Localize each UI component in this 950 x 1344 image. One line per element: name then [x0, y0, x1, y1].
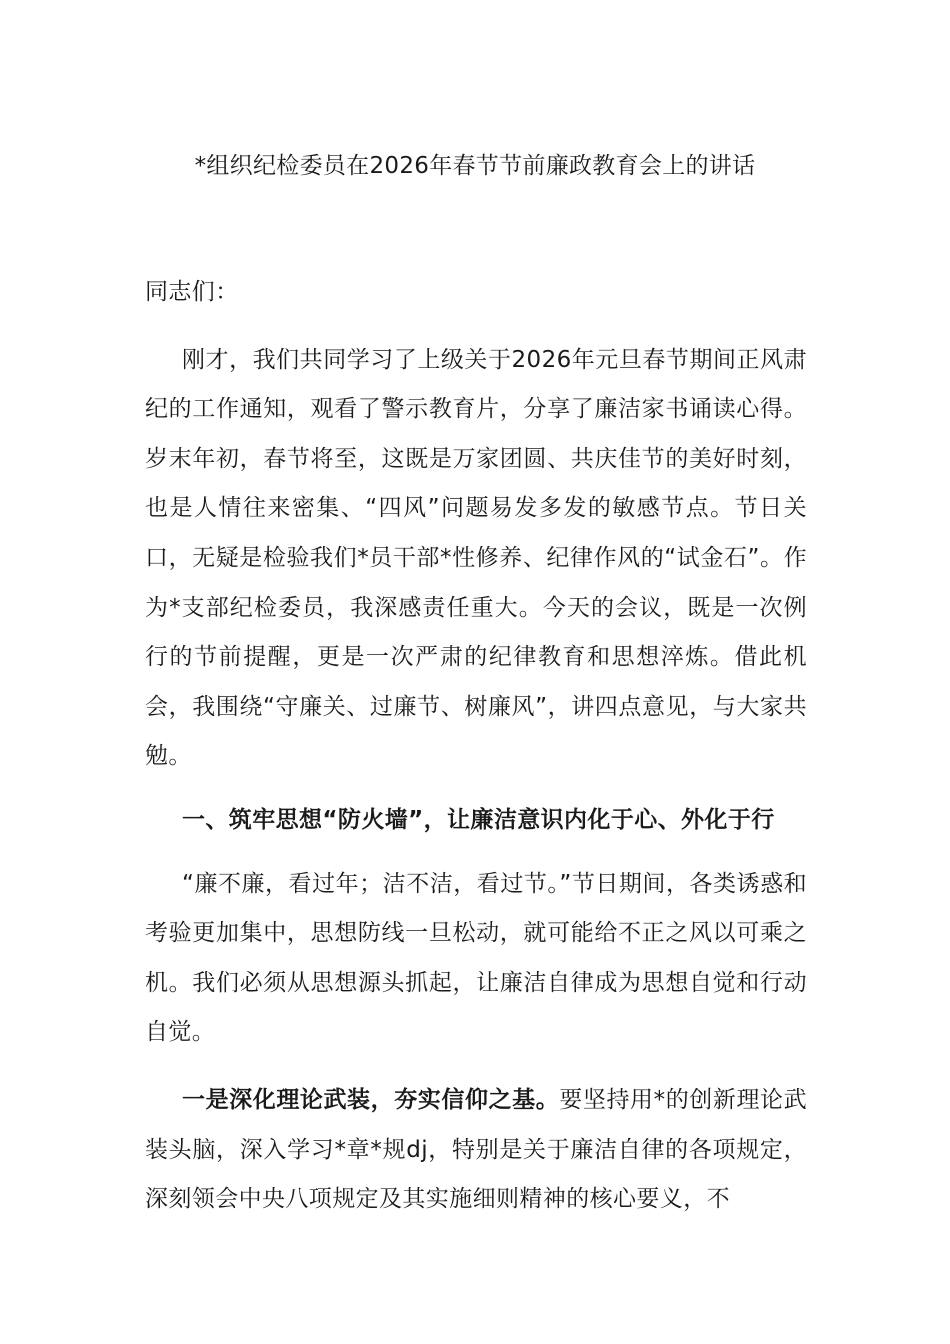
- salutation: 同志们：: [145, 279, 239, 305]
- section-heading-1: 一、筑牢思想“防火墙”，让廉洁意识内化于心、外化于行: [182, 806, 775, 833]
- intro-paragraph: 刚才，我们共同学习了上级关于2026年元旦春节期间正风肃纪的工作通知，观看了警示教育片，分享了廉洁家书诵读心得。岁末年初，春节将至，这既是万家团圆、共庆佳节的美好时刻，也是人情往来密集、“四风”问题易发多发的敏感节点。节日关口，无疑是检验我们*员干部*性修养、纪律作风的“试金石”。作为*支部纪检委员，我深感责任重大。今天的会议，既是一次例行的节前提醒，更是一次严肃的纪律教育和思想淬炼。借此机会，我围绕“守廉关、过廉节、树廉风”，讲四点意见，与大家共勉。: [145, 346, 807, 770]
- section-1-paragraph: “廉不廉，看过年；洁不洁，看过节。”节日期间，各类诱惑和考验更加集中，思想防线一旦松动，就可能给不正之风以可乘之机。我们必须从思想源头抓起，让廉洁自律成为思想自觉和行动自觉。: [145, 870, 807, 1046]
- point-1-lead: 一是深化理论武装，夯实信仰之基。: [182, 1086, 560, 1113]
- point-1-text: 要坚持用*的创新理论武装头脑，深入学习*章*规dj，特别是关于廉洁自律的各项规定，深刻领会中央八项规定及其实施细则精神的核心要义，不: [145, 1086, 807, 1213]
- document-title: *组织纪检委员在2026年春节节前廉政教育会上的讲话: [194, 153, 756, 179]
- point-1-paragraph: [145, 1076, 807, 1225]
- document-body: [145, 268, 807, 1225]
